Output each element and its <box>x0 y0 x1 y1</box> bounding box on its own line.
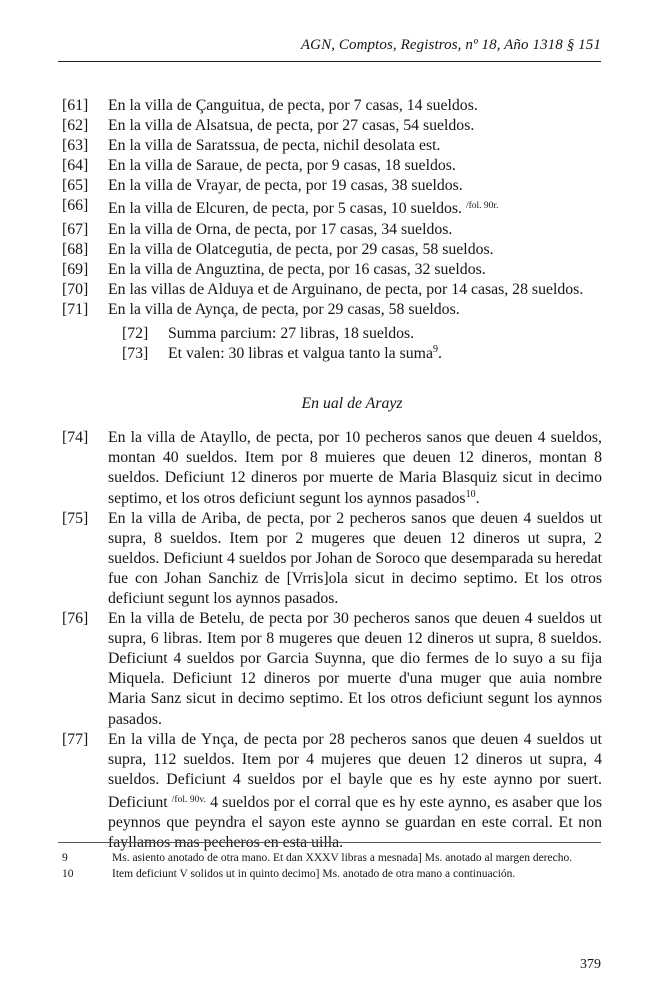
entry <box>62 156 602 176</box>
entry-number: [66] <box>62 197 89 215</box>
entry-number: [74] <box>62 429 89 447</box>
entry <box>62 176 602 196</box>
entry-number: [67] <box>62 220 89 238</box>
entry-number: [70] <box>62 280 89 298</box>
entry <box>62 136 602 156</box>
entry <box>62 730 602 854</box>
entry-text: En la villa de Olatcegutia, de pecta, por 29 casas, 58 sueldos. <box>108 240 494 258</box>
entry-number: [73] <box>122 345 149 363</box>
folio-marker: /fol. 90r. <box>465 201 499 212</box>
entry-number: [76] <box>62 610 89 628</box>
entry <box>62 428 602 508</box>
entry <box>62 260 602 280</box>
entry-text: En las villas de Alduya et de Arguinano, de pecta, por 14 casas, 28 sueldos. <box>108 280 584 298</box>
entry-number: [61] <box>62 97 89 114</box>
entry <box>122 344 602 364</box>
entry <box>62 509 602 609</box>
footnote-text: Item deficiunt V solidos ut in quinto decimo] Ms. anotado de otra mano a continuación. <box>112 867 516 880</box>
entry-list-villas <box>62 96 602 320</box>
entry-list-arayz <box>62 428 602 853</box>
entry <box>62 96 602 116</box>
entry-number: [65] <box>62 177 89 195</box>
entry-text: En la villa de Orna, de pecta, por 17 casas, 34 sueldos. <box>108 220 453 238</box>
entry-text: En la villa de Aynça, de pecta, por 29 casas, 58 sueldos. <box>108 300 460 318</box>
footnote-rule <box>58 842 601 843</box>
header-rule <box>58 61 601 62</box>
entry <box>62 300 602 320</box>
entry-text: En la villa de Atayllo, de pecta, por 10 pecheros sanos que deuen 4 sueldos, montan 40 sueldos. Item por 8 muieres que deuen 12 dineros, montan 8 sueldos. Deficiunt 12 dineros por muerte de Maria Blasquiz sicut in decimo septimo, et los otros deficiunt segunt los aynnos pasados$^{10}$. <box>108 429 602 507</box>
entry-text: En la villa de Vrayar, de pecta, por 19 casas, 38 sueldos. <box>108 177 463 195</box>
entry-text: En la villa de Çanguitua, de pecta, por 7 casas, 14 sueldos. <box>108 97 478 114</box>
entry-text: En la villa de Ariba, de pecta, por 2 pecheros sanos que deuen 4 sueldos ut supra, 8 sueldos. Item por 2 mugeres que deuen 12 dineros ut supra, 2 sueldos. Deficiunt 4 sueldos por Johan de Soroco que desemparada su heredat fue con Johan Sanchiz de [Vrris]ola sicut in decimo septimo. Et los otros deficiunt segunt los aynnos pasados. <box>108 509 602 607</box>
entry-text: En la villa de Elcuren, de pecta, por 5 casas, 10 sueldos. $^{/fol. 90r.}$ <box>108 200 499 218</box>
spacer <box>62 364 602 394</box>
entry <box>62 240 602 260</box>
entry-number: [62] <box>62 117 89 135</box>
entry-number: [69] <box>62 260 89 278</box>
entry-number: [75] <box>62 509 89 527</box>
entry-text: En la villa de Saraue, de pecta, por 9 casas, 18 sueldos. <box>108 157 456 175</box>
entry <box>62 280 602 300</box>
entry-number: [72] <box>122 325 149 343</box>
page-number: 379 <box>580 957 601 972</box>
entry-list-summary <box>62 324 602 364</box>
footnote-text: Ms. asiento anotado de otra mano. Et dan XXXV libras a mesnada] Ms. anotado al margen derecho. <box>112 852 573 864</box>
footnotes <box>62 851 602 882</box>
entry-text: Et valen: 30 libras et valgua tanto la suma$^9$. <box>168 344 442 363</box>
footnote <box>62 851 602 867</box>
entry-number: [64] <box>62 157 89 175</box>
section-title: En ual de Arayz <box>301 395 403 413</box>
entry-text: En la villa de Ynça, de pecta por 28 pecheros sanos que deuen 4 sueldos ut supra, 112 sueldos. Item por 4 mujeres que deuen 12 dineros ut supra, 4 sueldos. Deficiunt 4 sueldos por el bayle que es hy este aynno por suert. Deficiunt $^{/fol. 90v.}$ 4 sueldos por el corral que es hy este aynno, es asaber que los peynnos que peyndra el sayon este aynno se guardan en este corral. Et non fayllamos mas pecheros en esta uilla. <box>108 730 602 852</box>
entry-number: [68] <box>62 240 89 258</box>
entry-text: En la villa de Anguztina, de pecta, por 16 casas, 32 sueldos. <box>108 260 486 278</box>
footnote <box>62 867 602 883</box>
entry <box>62 609 602 730</box>
running-header: AGN, Comptos, Registros, nº 18, Año 1318 § 151 <box>300 37 601 53</box>
entry-text: En la villa de Alsatsua, de pecta, por 27 casas, 54 sueldos. <box>108 117 475 135</box>
entry-number: [63] <box>62 137 89 155</box>
entry <box>62 220 602 240</box>
entry-text: Summa parcium: 27 libras, 18 sueldos. <box>168 325 415 343</box>
footnote-number: 10 <box>62 867 74 880</box>
footnote-number: 9 <box>62 852 68 864</box>
main-text <box>62 96 602 853</box>
entry-number: [71] <box>62 300 89 318</box>
entry <box>122 324 602 344</box>
entry-text: En la villa de Betelu, de pecta por 30 pecheros sanos que deuen 4 sueldos ut supra, 6 libras. Item por 8 mugeres que deuen 12 dineros ut supra, 8 sueldos. Deficiunt 4 sueldos por Garcia Suynna, que dio fermes de lo suyo a su fija Miquela. Deficiunt 12 dineros por muerte d'una muger que auia nombre Maria Sanz sicut in decimo septimo. Et los otros deficiunt segunt los aynnos pasados. <box>108 610 602 728</box>
entry <box>62 196 602 219</box>
footnote-ref: 9 <box>432 344 438 356</box>
entry-number: [77] <box>62 730 89 748</box>
entry <box>62 116 602 136</box>
footnote-ref: 10 <box>465 488 476 500</box>
entry-text: En la villa de Saratssua, de pecta, nichil desolata est. <box>108 137 441 155</box>
folio-marker: /fol. 90v. <box>171 794 206 805</box>
